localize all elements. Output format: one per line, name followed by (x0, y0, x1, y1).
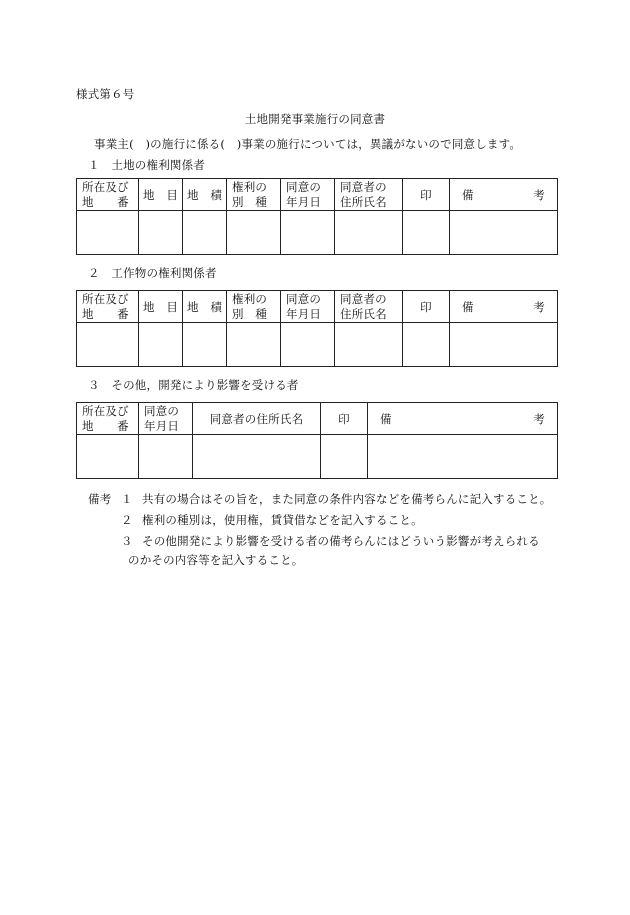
header-land-area: 地 積 (183, 291, 227, 323)
cell-right-type[interactable] (227, 323, 281, 367)
header-location: 所在及び 地 番 (77, 291, 139, 323)
cell-right-type[interactable] (227, 211, 281, 255)
cell-seal[interactable] (321, 435, 368, 479)
cell-seal[interactable] (403, 323, 450, 367)
other-affected-table (76, 402, 558, 479)
cell-land-area[interactable] (183, 211, 227, 255)
header-consenter: 同意者の住所氏名 (193, 403, 321, 435)
header-remarks: 備 考 (450, 179, 558, 211)
consent-statement: 事業主( )の施行に係る( )事業の施行については，異議がないので同意します。 (94, 137, 522, 151)
cell-location[interactable] (77, 435, 139, 479)
header-consenter: 同意者の 住所氏名 (335, 179, 403, 211)
structure-rights-table (76, 290, 558, 367)
form-number: 様式第６号 (76, 87, 135, 101)
header-seal: 印 (321, 403, 368, 435)
note-1-number: １ (121, 492, 133, 506)
cell-land-category[interactable] (139, 323, 183, 367)
cell-consent-date[interactable] (139, 435, 193, 479)
header-remarks: 備 考 (450, 291, 558, 323)
header-consent-date: 同意の 年月日 (281, 179, 335, 211)
header-land-category: 地 目 (139, 291, 183, 323)
cell-consent-date[interactable] (281, 211, 335, 255)
land-rights-table (76, 178, 558, 255)
note-1-text: 共有の場合はその旨を，また同意の条件内容などを備考らんに記入すること。 (142, 492, 552, 506)
cell-location[interactable] (77, 323, 139, 367)
note-2-text: 権利の種別は，使用権，賃貸借などを記入すること。 (142, 513, 423, 527)
cell-consenter[interactable] (335, 211, 403, 255)
cell-consenter[interactable] (335, 323, 403, 367)
header-seal: 印 (403, 179, 450, 211)
document-title: 土地開発事業施行の同意書 (244, 112, 386, 126)
cell-remarks[interactable] (450, 211, 558, 255)
header-seal: 印 (403, 291, 450, 323)
header-remarks: 備 考 (368, 403, 558, 435)
cell-remarks[interactable] (450, 323, 558, 367)
header-right-type: 権利の 別 種 (227, 179, 281, 211)
note-3-continuation: のかその内容等を記入すること。 (128, 553, 304, 567)
cell-land-category[interactable] (139, 211, 183, 255)
notes-label: 備考 (88, 492, 112, 506)
note-3-text: その他開発により影響を受ける者の備考らんにはどういう影響が考えられる (142, 534, 540, 548)
header-right-type: 権利の 別 種 (227, 291, 281, 323)
cell-land-area[interactable] (183, 323, 227, 367)
header-land-area: 地 積 (183, 179, 227, 211)
cell-consent-date[interactable] (281, 323, 335, 367)
note-3-number: ３ (121, 534, 133, 548)
header-location: 所在及び 地 番 (77, 403, 139, 435)
note-2-number: ２ (121, 513, 133, 527)
header-consent-date: 同意の 年月日 (139, 403, 193, 435)
header-land-category: 地 目 (139, 179, 183, 211)
section-1-heading: １ 土地の権利関係者 (88, 158, 205, 172)
section-3-heading: ３ その他，開発により影響を受ける者 (88, 378, 299, 392)
cell-seal[interactable] (403, 211, 450, 255)
cell-consenter[interactable] (193, 435, 321, 479)
header-location: 所在及び 地 番 (77, 179, 139, 211)
header-consenter: 同意者の 住所氏名 (335, 291, 403, 323)
header-consent-date: 同意の 年月日 (281, 291, 335, 323)
cell-location[interactable] (77, 211, 139, 255)
section-2-heading: ２ 工作物の権利関係者 (88, 266, 217, 280)
cell-remarks[interactable] (368, 435, 558, 479)
